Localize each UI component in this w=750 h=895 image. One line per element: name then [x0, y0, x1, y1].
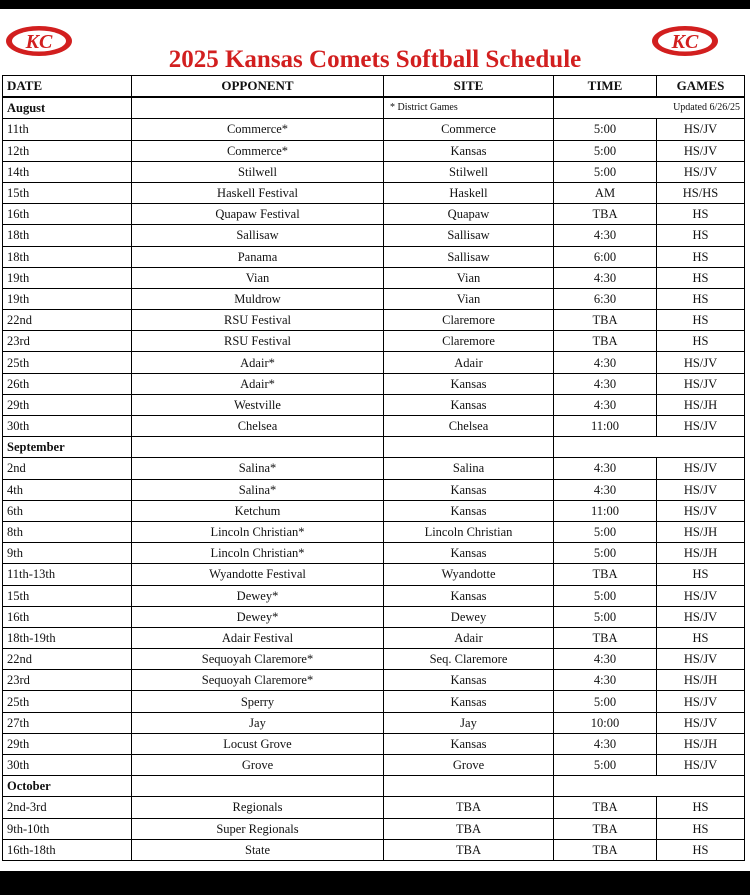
- cell-games: HS: [657, 310, 745, 331]
- table-row: [3, 182, 745, 203]
- cell-games: HS/JV: [657, 119, 745, 140]
- cell-time: 5:00: [554, 521, 657, 542]
- cell-opponent: Chelsea: [132, 416, 384, 437]
- cell-date: 25th: [3, 352, 132, 373]
- cell-time: 4:30: [554, 267, 657, 288]
- cell-games: HS/JH: [657, 733, 745, 754]
- month-row: [3, 97, 745, 119]
- cell-date: 29th: [3, 733, 132, 754]
- svg-text:KC: KC: [25, 31, 53, 53]
- cell-games: HS: [657, 797, 745, 818]
- cell-date: 18th: [3, 225, 132, 246]
- cell-opponent: Salina*: [132, 458, 384, 479]
- table-row: [3, 352, 745, 373]
- cell-site: Kansas: [384, 543, 554, 564]
- table-row: [3, 712, 745, 733]
- cell-site: TBA: [384, 797, 554, 818]
- month-spacer: [132, 437, 384, 458]
- table-row: [3, 797, 745, 818]
- cell-date: 6th: [3, 500, 132, 521]
- cell-games: HS: [657, 225, 745, 246]
- cell-opponent: Sperry: [132, 691, 384, 712]
- table-row: [3, 161, 745, 182]
- cell-time: 5:00: [554, 606, 657, 627]
- cell-date: 30th: [3, 755, 132, 776]
- table-row: [3, 458, 745, 479]
- cell-games: HS/JH: [657, 543, 745, 564]
- cell-opponent: Salina*: [132, 479, 384, 500]
- cell-games: HS/JV: [657, 416, 745, 437]
- cell-games: HS/JH: [657, 670, 745, 691]
- cell-opponent: Ketchum: [132, 500, 384, 521]
- cell-opponent: Sallisaw: [132, 225, 384, 246]
- table-row: [3, 500, 745, 521]
- schedule-page: [0, 9, 750, 871]
- cell-opponent: Commerce*: [132, 140, 384, 161]
- cell-site: Kansas: [384, 479, 554, 500]
- cell-date: 9th: [3, 543, 132, 564]
- cell-opponent: Stilwell: [132, 161, 384, 182]
- cell-site: Claremore: [384, 331, 554, 352]
- month-spacer: [384, 437, 554, 458]
- cell-site: Kansas: [384, 140, 554, 161]
- cell-site: Kansas: [384, 394, 554, 415]
- cell-opponent: Vian: [132, 267, 384, 288]
- header-date: DATE: [3, 76, 132, 98]
- cell-site: Seq. Claremore: [384, 649, 554, 670]
- cell-date: 11th: [3, 119, 132, 140]
- cell-site: Lincoln Christian: [384, 521, 554, 542]
- cell-opponent: Locust Grove: [132, 733, 384, 754]
- cell-opponent: Adair Festival: [132, 627, 384, 648]
- cell-site: Stilwell: [384, 161, 554, 182]
- table-row: [3, 564, 745, 585]
- cell-games: HS: [657, 839, 745, 860]
- cell-site: Kansas: [384, 585, 554, 606]
- cell-time: 4:30: [554, 458, 657, 479]
- cell-date: 30th: [3, 416, 132, 437]
- month-spacer: [132, 776, 384, 797]
- table-row: [3, 225, 745, 246]
- cell-site: TBA: [384, 818, 554, 839]
- cell-time: 4:30: [554, 373, 657, 394]
- table-row: [3, 818, 745, 839]
- cell-opponent: Commerce*: [132, 119, 384, 140]
- cell-site: Kansas: [384, 691, 554, 712]
- cell-games: HS/JV: [657, 458, 745, 479]
- cell-site: Kansas: [384, 670, 554, 691]
- table-row: [3, 543, 745, 564]
- cell-games: HS/JV: [657, 161, 745, 182]
- cell-time: TBA: [554, 310, 657, 331]
- table-row: [3, 416, 745, 437]
- table-row: [3, 733, 745, 754]
- cell-date: 18th-19th: [3, 627, 132, 648]
- cell-opponent: Adair*: [132, 373, 384, 394]
- month-label: October: [3, 776, 132, 797]
- cell-games: HS: [657, 564, 745, 585]
- cell-games: HS/JV: [657, 691, 745, 712]
- table-row: [3, 839, 745, 860]
- table-row: [3, 479, 745, 500]
- cell-opponent: Grove: [132, 755, 384, 776]
- cell-games: HS: [657, 267, 745, 288]
- cell-games: HS/JV: [657, 585, 745, 606]
- cell-time: 6:00: [554, 246, 657, 267]
- cell-site: Sallisaw: [384, 225, 554, 246]
- cell-date: 14th: [3, 161, 132, 182]
- table-row: [3, 585, 745, 606]
- cell-site: Adair: [384, 352, 554, 373]
- cell-site: Claremore: [384, 310, 554, 331]
- cell-time: 10:00: [554, 712, 657, 733]
- cell-time: TBA: [554, 204, 657, 225]
- cell-time: 4:30: [554, 649, 657, 670]
- cell-site: Sallisaw: [384, 246, 554, 267]
- cell-games: HS/JV: [657, 500, 745, 521]
- header-opponent: OPPONENT: [132, 76, 384, 98]
- cell-site: Kansas: [384, 373, 554, 394]
- cell-date: 23rd: [3, 331, 132, 352]
- cell-site: Adair: [384, 627, 554, 648]
- cell-opponent: Westville: [132, 394, 384, 415]
- schedule-table: [2, 75, 745, 861]
- table-row: [3, 755, 745, 776]
- cell-games: HS: [657, 331, 745, 352]
- table-row: [3, 394, 745, 415]
- cell-site: Jay: [384, 712, 554, 733]
- cell-time: 6:30: [554, 288, 657, 309]
- table-row: [3, 331, 745, 352]
- month-spacer: [554, 776, 745, 797]
- cell-date: 19th: [3, 288, 132, 309]
- cell-time: 4:30: [554, 670, 657, 691]
- cell-date: 25th: [3, 691, 132, 712]
- cell-opponent: Regionals: [132, 797, 384, 818]
- cell-games: HS/JV: [657, 649, 745, 670]
- cell-date: 22nd: [3, 310, 132, 331]
- table-row: [3, 310, 745, 331]
- cell-games: HS: [657, 288, 745, 309]
- cell-date: 19th: [3, 267, 132, 288]
- cell-games: HS/JV: [657, 712, 745, 733]
- cell-date: 26th: [3, 373, 132, 394]
- table-row: [3, 521, 745, 542]
- table-row: [3, 627, 745, 648]
- table-row: [3, 267, 745, 288]
- table-row: [3, 606, 745, 627]
- cell-time: 5:00: [554, 119, 657, 140]
- cell-time: TBA: [554, 839, 657, 860]
- cell-opponent: Dewey*: [132, 606, 384, 627]
- cell-site: Kansas: [384, 500, 554, 521]
- cell-opponent: Dewey*: [132, 585, 384, 606]
- cell-games: HS/JV: [657, 479, 745, 500]
- cell-site: Dewey: [384, 606, 554, 627]
- header-time: TIME: [554, 76, 657, 98]
- header-row: [3, 76, 745, 98]
- cell-opponent: Sequoyah Claremore*: [132, 670, 384, 691]
- cell-opponent: Haskell Festival: [132, 182, 384, 203]
- cell-time: 5:00: [554, 585, 657, 606]
- cell-time: 5:00: [554, 755, 657, 776]
- cell-site: Kansas: [384, 733, 554, 754]
- cell-opponent: Super Regionals: [132, 818, 384, 839]
- header-games: GAMES: [657, 76, 745, 98]
- cell-opponent: Sequoyah Claremore*: [132, 649, 384, 670]
- cell-games: HS/JH: [657, 521, 745, 542]
- cell-time: TBA: [554, 627, 657, 648]
- cell-date: 29th: [3, 394, 132, 415]
- cell-games: HS: [657, 204, 745, 225]
- month-spacer: [554, 437, 745, 458]
- table-row: [3, 246, 745, 267]
- month-spacer: [132, 97, 384, 119]
- cell-opponent: State: [132, 839, 384, 860]
- cell-site: Grove: [384, 755, 554, 776]
- table-row: [3, 691, 745, 712]
- table-row: [3, 140, 745, 161]
- cell-date: 2nd: [3, 458, 132, 479]
- svg-text:KC: KC: [671, 31, 699, 53]
- cell-time: TBA: [554, 797, 657, 818]
- cell-time: 5:00: [554, 140, 657, 161]
- cell-opponent: Wyandotte Festival: [132, 564, 384, 585]
- cell-games: HS: [657, 627, 745, 648]
- month-label: August: [3, 97, 132, 119]
- cell-time: 5:00: [554, 691, 657, 712]
- cell-time: TBA: [554, 564, 657, 585]
- cell-site: Chelsea: [384, 416, 554, 437]
- district-note: * District Games: [384, 97, 554, 119]
- cell-time: 5:00: [554, 161, 657, 182]
- cell-games: HS: [657, 246, 745, 267]
- cell-site: TBA: [384, 839, 554, 860]
- cell-date: 2nd-3rd: [3, 797, 132, 818]
- cell-date: 22nd: [3, 649, 132, 670]
- cell-time: TBA: [554, 331, 657, 352]
- month-row: [3, 776, 745, 797]
- cell-games: HS: [657, 818, 745, 839]
- cell-date: 16th: [3, 606, 132, 627]
- cell-date: 16th: [3, 204, 132, 225]
- cell-time: TBA: [554, 818, 657, 839]
- cell-opponent: Lincoln Christian*: [132, 543, 384, 564]
- cell-site: Salina: [384, 458, 554, 479]
- cell-date: 16th-18th: [3, 839, 132, 860]
- cell-date: 23rd: [3, 670, 132, 691]
- cell-opponent: Muldrow: [132, 288, 384, 309]
- cell-time: AM: [554, 182, 657, 203]
- month-spacer: [384, 776, 554, 797]
- bottom-bar: [0, 871, 750, 895]
- cell-opponent: Adair*: [132, 352, 384, 373]
- cell-games: HS/JV: [657, 140, 745, 161]
- month-row: [3, 437, 745, 458]
- table-row: [3, 670, 745, 691]
- cell-site: Vian: [384, 288, 554, 309]
- cell-date: 15th: [3, 585, 132, 606]
- cell-date: 9th-10th: [3, 818, 132, 839]
- cell-opponent: Lincoln Christian*: [132, 521, 384, 542]
- cell-time: 4:30: [554, 394, 657, 415]
- cell-date: 8th: [3, 521, 132, 542]
- cell-site: Wyandotte: [384, 564, 554, 585]
- cell-opponent: Panama: [132, 246, 384, 267]
- cell-site: Haskell: [384, 182, 554, 203]
- page-title: 2025 Kansas Comets Softball Schedule: [168, 46, 582, 73]
- schedule-body: [3, 97, 745, 860]
- cell-games: HS/JV: [657, 755, 745, 776]
- cell-games: HS/JV: [657, 606, 745, 627]
- cell-opponent: RSU Festival: [132, 310, 384, 331]
- cell-time: 5:00: [554, 543, 657, 564]
- table-row: [3, 373, 745, 394]
- cell-date: 27th: [3, 712, 132, 733]
- cell-site: Quapaw: [384, 204, 554, 225]
- cell-opponent: Jay: [132, 712, 384, 733]
- cell-date: 18th: [3, 246, 132, 267]
- table-row: [3, 649, 745, 670]
- cell-games: HS/JV: [657, 373, 745, 394]
- header-site: SITE: [384, 76, 554, 98]
- cell-games: HS/JH: [657, 394, 745, 415]
- cell-time: 11:00: [554, 500, 657, 521]
- updated-date: Updated 6/26/25: [554, 97, 745, 119]
- cell-opponent: RSU Festival: [132, 331, 384, 352]
- cell-time: 4:30: [554, 733, 657, 754]
- cell-time: 4:30: [554, 225, 657, 246]
- cell-time: 4:30: [554, 352, 657, 373]
- cell-games: HS/JV: [657, 352, 745, 373]
- cell-date: 4th: [3, 479, 132, 500]
- cell-date: 15th: [3, 182, 132, 203]
- table-row: [3, 288, 745, 309]
- month-label: September: [3, 437, 132, 458]
- table-row: [3, 204, 745, 225]
- cell-time: 11:00: [554, 416, 657, 437]
- cell-date: 12th: [3, 140, 132, 161]
- cell-site: Commerce: [384, 119, 554, 140]
- cell-date: 11th-13th: [3, 564, 132, 585]
- table-row: [3, 119, 745, 140]
- cell-site: Vian: [384, 267, 554, 288]
- cell-games: HS/HS: [657, 182, 745, 203]
- cell-opponent: Quapaw Festival: [132, 204, 384, 225]
- cell-time: 4:30: [554, 479, 657, 500]
